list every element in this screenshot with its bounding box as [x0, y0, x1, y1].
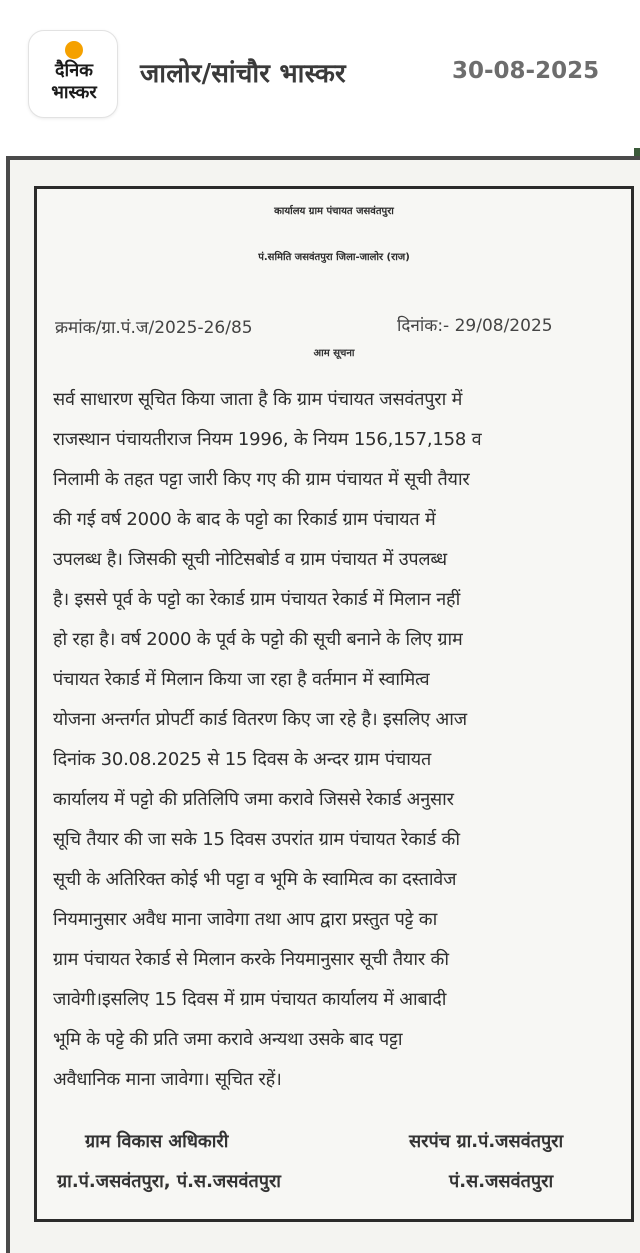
edition-date: 30-08-2025: [452, 58, 600, 84]
body-line: हो रहा है। वर्ष 2000 के पूर्व के पट्टो की सूची बनाने के लिए ग्राम: [53, 629, 463, 650]
body-line: कार्यालय में पट्टो की प्रतिलिपि जमा करावे जिससे रेकार्ड अनुसार: [53, 789, 454, 810]
body-line: नियमानुसार अवैध माना जावेगा तथा आप द्वारा प्रस्तुत पट्टे का: [53, 909, 438, 930]
body-line: सूची के अतिरिक्त कोई भी पट्टा व भूमि के स्वामित्व का दस्तावेज: [53, 869, 457, 890]
body-line: ग्राम पंचायत रेकार्ड से मिलान करके नियमानुसार सूची तैयार की: [53, 949, 449, 970]
body-line: की गई वर्ष 2000 के बाद के पट्टो का रिकार्ड ग्राम पंचायत में: [53, 509, 436, 530]
body-line: निलामी के तहत पट्टा जारी किए गए की ग्राम पंचायत में सूची तैयार: [53, 469, 470, 490]
notice-title-line1: कार्यालय ग्राम पंचायत जसवंतपुरा: [274, 206, 394, 217]
logo-text-line2: भास्कर: [51, 82, 97, 103]
reference-date: दिनांक:- 29/08/2025: [397, 316, 553, 336]
reference-number: क्रमांक/ग्रा.पं.ज/2025-26/85: [55, 318, 253, 338]
body-line: राजस्थान पंचायतीराज नियम 1996, के नियम 156,157,158 व: [53, 429, 482, 450]
body-line: दिनांक 30.08.2025 से 15 दिवस के अन्दर ग्राम पंचायत: [53, 749, 432, 770]
dainik-bhaskar-logo[interactable]: [28, 30, 118, 118]
body-line: है। इससे पूर्व के पट्टो का रेकार्ड ग्राम पंचायत रेकार्ड में मिलान नहीं: [53, 589, 461, 610]
app-header: [0, 0, 640, 150]
signatory-left-office: ग्रा.पं.जसवंतपुरा, पं.स.जसवंतपुरा: [57, 1171, 281, 1192]
signatory-left-title: ग्राम विकास अधिकारी: [85, 1131, 229, 1152]
public-notice-box: [34, 186, 634, 1222]
edition-title: जालोर/सांचौर भास्कर: [140, 59, 346, 89]
body-line: सूचि तैयार की जा सके 15 दिवस उपरांत ग्राम पंचायत रेकार्ड की: [53, 829, 460, 850]
body-line: सर्व साधारण सूचित किया जाता है कि ग्राम पंचायत जसवंतपुरा में: [53, 389, 463, 410]
body-line: जावेगी।इसलिए 15 दिवस में ग्राम पंचायत कार्यालय में आबादी: [53, 989, 447, 1010]
notice-title-line2: पं.समिति जसवंतपुरा जिला-जालोर (राज): [258, 252, 410, 263]
logo-text-line1: दैनिक: [54, 60, 94, 81]
notice-subject: आम सूचना: [313, 348, 355, 359]
newspaper-clipping: [10, 160, 640, 1253]
signatory-right-title: सरपंच ग्रा.पं.जसवंतपुरा: [409, 1131, 564, 1152]
body-line: अवैधानिक माना जावेगा। सूचित रहें।: [53, 1069, 282, 1090]
sun-dot-icon: [65, 41, 83, 59]
body-line: भूमि के पट्टे की प्रति जमा करावे अन्यथा उसके बाद पट्टा: [53, 1029, 403, 1050]
body-line: योजना अन्तर्गत प्रोपर्टी कार्ड वितरण किए जा रहे है। इसलिए आज: [53, 709, 467, 730]
body-line: उपलब्ध है। जिसकी सूची नोटिसबोर्ड व ग्राम पंचायत में उपलब्ध: [53, 549, 447, 570]
signatory-right-office: पं.स.जसवंतपुरा: [449, 1171, 554, 1192]
body-line: पंचायत रेकार्ड में मिलान किया जा रहा है वर्तमान में स्वामित्व: [53, 669, 430, 690]
